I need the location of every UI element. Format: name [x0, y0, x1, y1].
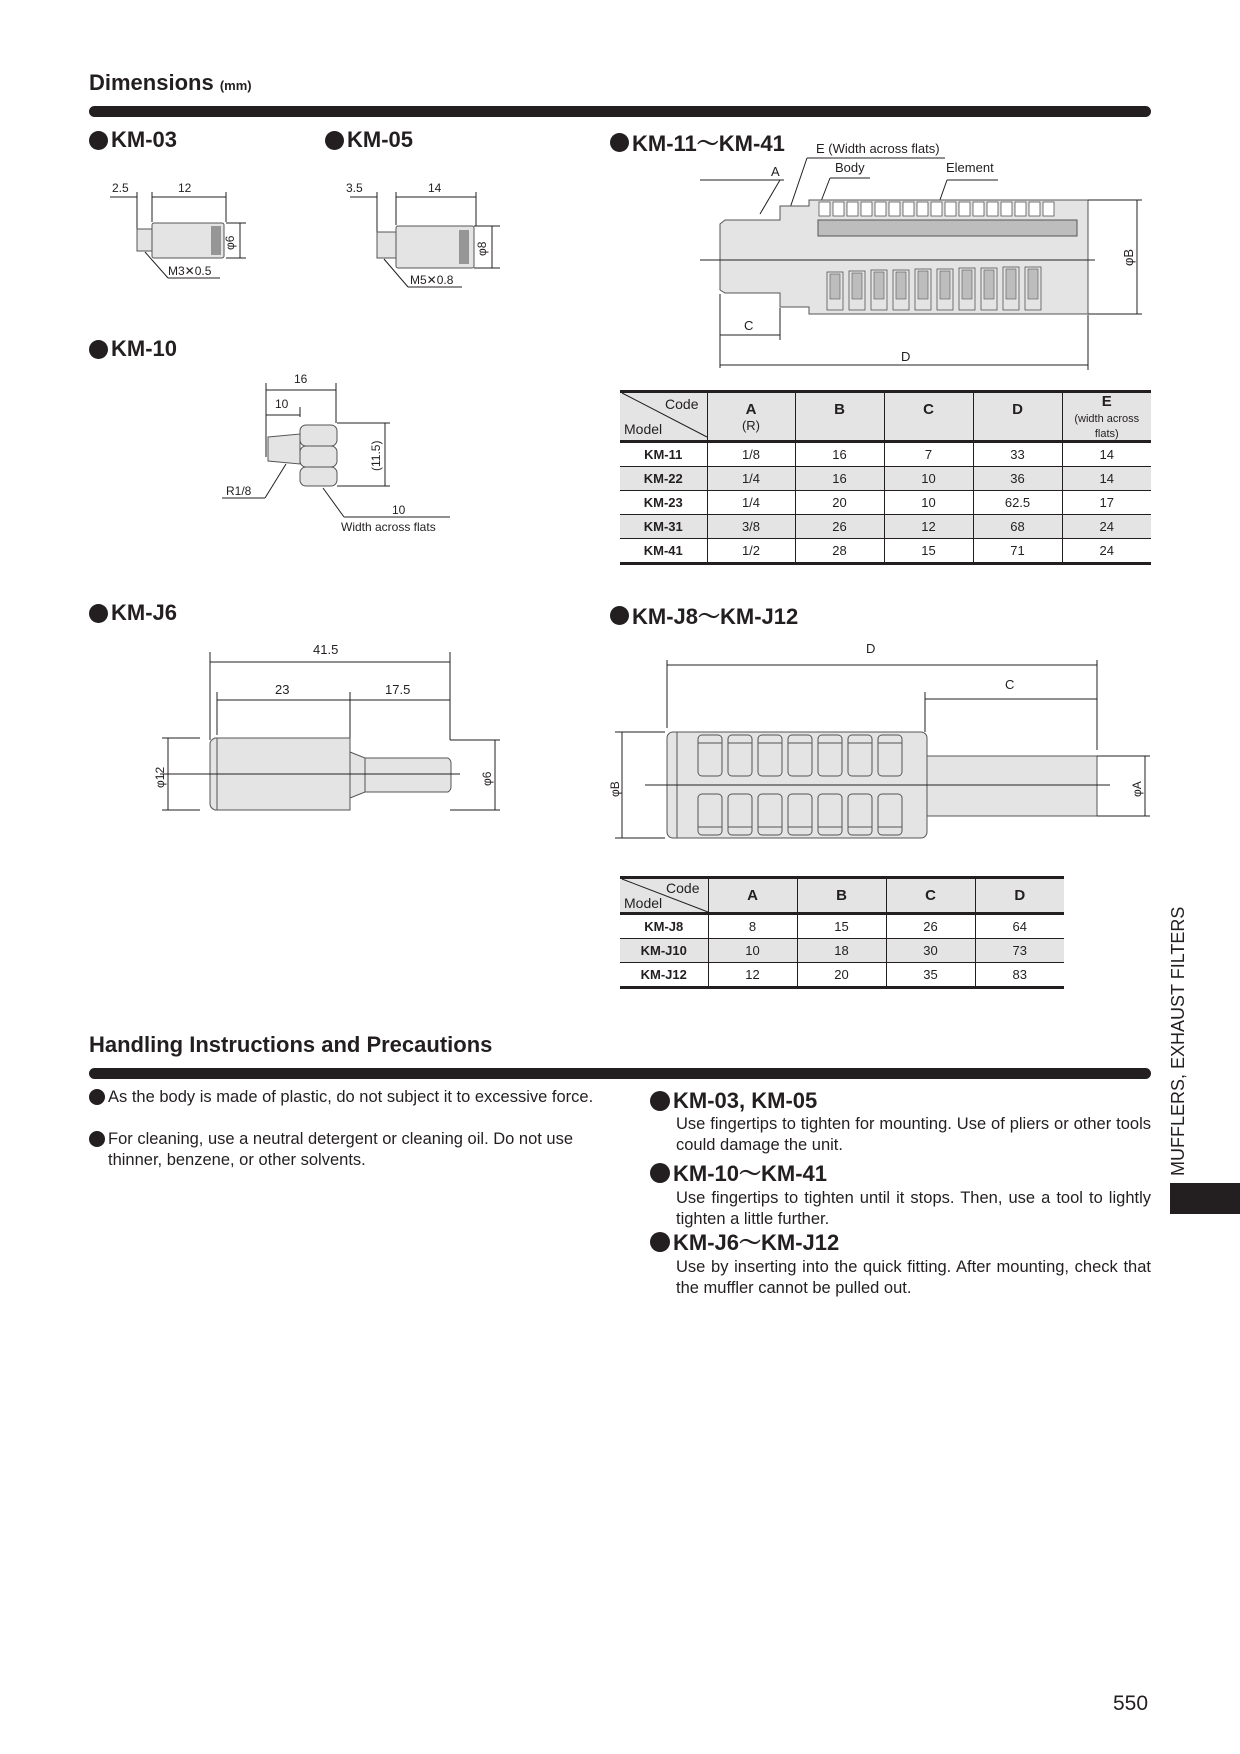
km11-label-c: C — [744, 318, 754, 333]
col-header-d: D — [975, 878, 1064, 914]
km03-title: KM-03 — [89, 127, 177, 153]
handling-rule — [89, 1068, 1151, 1079]
corner-cell: Code Model — [620, 392, 707, 442]
km05-dim-thread: 3.5 — [346, 181, 363, 195]
page-number: 550 — [1113, 1692, 1149, 1715]
km11-41-spec-table — [620, 390, 1151, 565]
kmj6-dim-body: 23 — [275, 682, 290, 697]
kmj6-dim-stem: 17.5 — [385, 682, 411, 697]
col-header-b: B — [797, 878, 886, 914]
table-row: KM-23 1/4 20 10 62.5 17 — [620, 491, 1151, 515]
kmj8-label-b: φB — [608, 781, 622, 797]
col-header-c: C — [884, 392, 973, 442]
km11-label-body: Body — [835, 160, 865, 175]
km11-label-d: D — [901, 349, 911, 364]
bullet-icon — [325, 131, 344, 150]
km03-dim-body: 12 — [178, 181, 192, 195]
col-header-e: E (width across flats) — [1062, 392, 1151, 442]
km05-title: KM-05 — [325, 127, 413, 153]
model-precaution-2: KM-10～KM-41 Use fingertips to tighten until it stops. Then, use a tool to lightly tighten a little further. — [650, 1157, 1151, 1230]
header-rule — [89, 106, 1151, 117]
side-tab-block — [1170, 1183, 1240, 1214]
km11-label-e: E (Width across flats) — [816, 141, 940, 156]
side-tab-label: MUFFLERS, EXHAUST FILTERS — [1168, 906, 1188, 1176]
km10-flats-value: 10 — [392, 503, 406, 517]
bullet-icon — [650, 1163, 670, 1183]
kmj6-dim-total: 41.5 — [313, 642, 339, 657]
km03-drawing — [100, 170, 250, 290]
col-header-c: C — [886, 878, 975, 914]
model-precaution-1: KM-03, KM-05 Use fingertips to tighten for mounting. Use of pliers or other tools could damage the unit. — [650, 1088, 1151, 1156]
km10-dim-height: (11.5) — [369, 440, 383, 471]
km11-label-element: Element — [946, 160, 994, 175]
corner-cell: Code Model — [620, 878, 708, 914]
table-row: KM-11 1/8 16 7 33 14 — [620, 442, 1151, 467]
km10-thread-label: R1/8 — [226, 484, 252, 498]
km03-dim-thread: 2.5 — [112, 181, 129, 195]
table-header-row — [620, 392, 1151, 442]
km11-label-b: φB — [1121, 248, 1136, 266]
km10-flats-label: Width across flats — [341, 520, 436, 534]
kmj8-12-title: KM-J8～KM-J12 — [610, 600, 798, 631]
bullet-icon — [89, 604, 108, 623]
km05-dim-body: 14 — [428, 181, 442, 195]
col-header-b: B — [795, 392, 884, 442]
dimensions-heading: Dimensions (mm) — [89, 70, 252, 95]
kmj8-12-spec-table — [620, 876, 1064, 989]
bullet-icon — [89, 1089, 105, 1105]
table-row: KM-41 1/2 28 15 71 24 — [620, 539, 1151, 564]
km10-dim-total: 16 — [294, 372, 308, 386]
kmj8-label-a: φA — [1130, 781, 1144, 797]
km10-title: KM-10 — [89, 336, 177, 362]
km10-drawing — [210, 365, 460, 535]
bullet-icon — [610, 606, 629, 625]
km10-dim-thread: 10 — [275, 397, 289, 411]
general-precaution-2: For cleaning, use a neutral detergent or cleaning oil. Do not use thinner, benzene, or other solvents. — [89, 1129, 599, 1171]
kmj8-12-drawing — [610, 640, 1160, 840]
table-header-row — [620, 878, 1064, 914]
col-header-a: A — [708, 878, 797, 914]
bullet-icon — [89, 340, 108, 359]
col-header-a: A (R) — [707, 392, 795, 442]
table-row: KM-22 1/4 16 10 36 14 — [620, 467, 1151, 491]
km05-drawing — [340, 170, 510, 300]
kmj8-label-c: C — [1005, 677, 1015, 692]
bullet-icon — [89, 131, 108, 150]
model-precaution-3: KM-J6～KM-J12 Use by inserting into the quick fitting. After mounting, check that the muffler cannot be pulled out. — [650, 1226, 1151, 1299]
table-row: KM-J10 10 18 30 73 — [620, 939, 1064, 963]
km11-label-a: A — [771, 164, 780, 179]
km11-41-drawing — [700, 140, 1160, 375]
kmj6-dim-stem-dia: φ6 — [480, 771, 494, 786]
handling-heading: Handling Instructions and Precautions — [89, 1032, 493, 1057]
kmj6-title: KM-J6 — [89, 600, 177, 626]
bullet-icon — [650, 1232, 670, 1252]
km03-dim-dia: φ6 — [223, 235, 237, 250]
bullet-icon — [650, 1091, 670, 1111]
km05-thread-label: M5✕0.8 — [410, 273, 454, 287]
kmj6-dim-body-dia: φ12 — [153, 766, 167, 788]
table-row: KM-J8 8 15 26 64 — [620, 914, 1064, 939]
km05-dim-dia: φ8 — [475, 241, 489, 256]
kmj8-label-d: D — [866, 641, 876, 656]
km11-41-title: KM-11～KM-41 — [610, 127, 785, 158]
table-row: KM-J12 12 20 35 83 — [620, 963, 1064, 988]
bullet-icon — [610, 133, 629, 152]
bullet-icon — [89, 1131, 105, 1147]
unit-label: (mm) — [219, 78, 252, 93]
km03-thread-label: M3✕0.5 — [168, 264, 212, 278]
table-row: KM-31 3/8 26 12 68 24 — [620, 515, 1151, 539]
general-precaution-1: As the body is made of plastic, do not subject it to excessive force. — [89, 1087, 599, 1108]
col-header-d: D — [973, 392, 1062, 442]
kmj6-drawing — [150, 640, 510, 825]
